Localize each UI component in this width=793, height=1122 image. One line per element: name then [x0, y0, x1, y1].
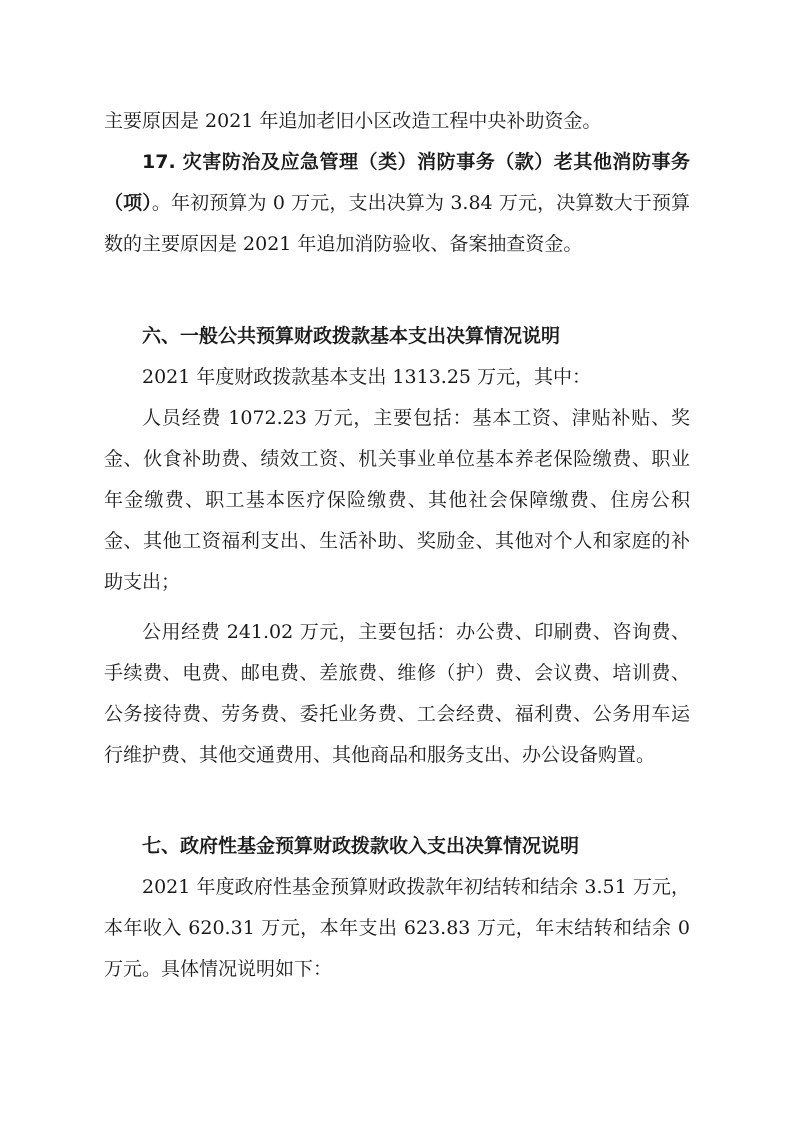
paragraph-basic-expenditure: 2021 年度财政拨款基本支出 1313.25 万元，其中： — [142, 366, 592, 388]
paragraph-reason-old-community — [104, 101, 690, 142]
paragraph-personnel-expense: 人员经费 1072.23 万元，主要包括：基本工资、津贴补贴、奖金、伙食补助费、绩效工资、机关事业单位基本养老保险缴费、职业年金缴费、职工基本医疗保险缴费、其他社会保障缴费、住房公积金、其他工资福利支出、生活补助、奖励金、其他对个人和家庭的补助支出； — [104, 407, 690, 593]
paragraph-text: 主要原因是 2021 年追加老旧小区改造工程中央补助资金。 — [104, 110, 602, 132]
item-17-title: 17. 灾害防治及应急管理（类）消防事务（款）老其他消防事务（项） — [104, 151, 690, 214]
section-heading-7: 七、政府性基金预算财政拨款收入支出决算情况说明 — [142, 835, 580, 857]
paragraph-item-17 — [104, 142, 690, 265]
paragraph-government-fund: 2021 年度政府性基金预算财政拨款年初结转和结余 3.51 万元，本年收入 620.31 万元，本年支出 623.83 万元，年末结转和结余 0 万元。具体情况说明如下： — [104, 876, 690, 980]
paragraph-public-expense: 公用经费 241.02 万元，主要包括：办公费、印刷费、咨询费、手续费、电费、邮电费、差旅费、维修（护）费、会议费、培训费、公务接待费、劳务费、委托业务费、工会经费、福利费、公务用车运行维护费、其他交通费用、其他商品和服务支出、办公设备购置。 — [104, 621, 690, 766]
item-17-text: 。年初预算为 0 万元，支出决算为 3.84 万元，决算数大于预算数的主要原因是 2021 年追加消防验收、备案抽查资金。 — [104, 192, 690, 255]
section-heading-6: 六、一般公共预算财政拨款基本支出决算情况说明 — [142, 325, 561, 347]
